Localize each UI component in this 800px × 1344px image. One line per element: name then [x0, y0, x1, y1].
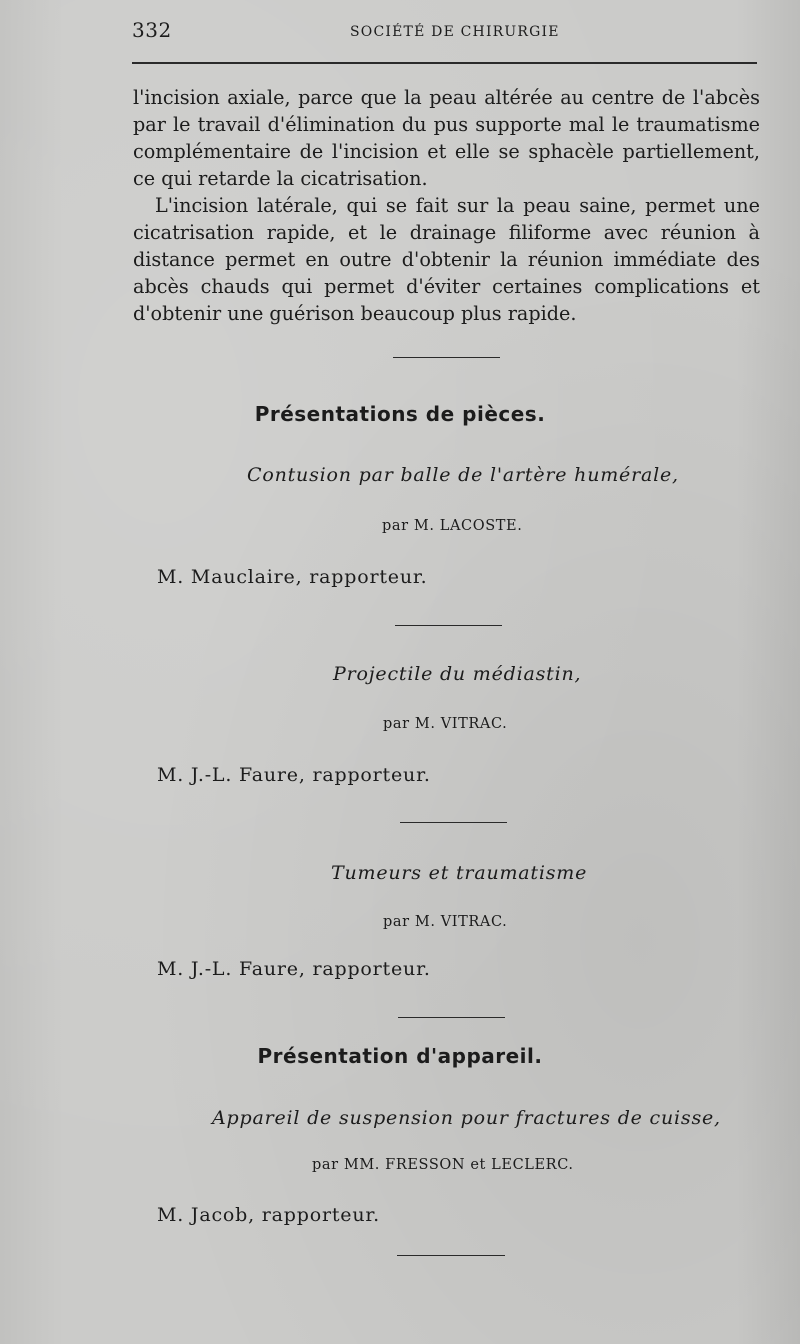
running-head: SOCIÉTÉ DE CHIRURGIE — [350, 24, 560, 40]
entry-rapporteur: M. Mauclaire, rapporteur. — [157, 566, 428, 588]
entry-title: Contusion par balle de l'artère humérale, — [247, 464, 679, 486]
page-number: 332 — [132, 18, 172, 42]
separator-rule — [393, 357, 500, 358]
entry-rapporteur: M. J.-L. Faure, rapporteur. — [157, 764, 431, 786]
separator-rule — [400, 822, 507, 823]
entry-title: Appareil de suspension pour fractures de cuisse, — [212, 1107, 721, 1129]
page-header — [132, 18, 757, 48]
separator-rule — [397, 1255, 505, 1256]
separator-rule — [395, 625, 502, 626]
entry-title: Tumeurs et traumatisme — [331, 862, 588, 884]
header-rule — [132, 62, 757, 64]
entry-rapporteur: M. J.-L. Faure, rapporteur. — [157, 958, 431, 980]
section-title-pieces: Présentations de pièces. — [254, 402, 546, 426]
body-text — [133, 84, 760, 327]
entry-author: par M. LACOSTE. — [382, 518, 523, 534]
section-title-appareil: Présentation d'appareil. — [257, 1044, 543, 1068]
entry-author: par M. VITRAC. — [383, 716, 508, 732]
paragraph: l'incision axiale, parce que la peau altérée au centre de l'abcès par le travail d'élimination du pus supporte mal le traumatisme complémentaire de l'incision et elle se sphacèle partiellement, ce qui retarde la cicatrisation. — [133, 86, 760, 190]
entry-author: par MM. FRESSON et LECLERC. — [312, 1157, 574, 1173]
entry-author: par M. VITRAC. — [383, 914, 508, 930]
separator-rule — [398, 1017, 505, 1018]
paragraph: L'incision latérale, qui se fait sur la peau saine, permet une cicatrisation rapide, et le drainage filiforme avec réunion à distance permet en outre d'obtenir la réunion immédiate des abcès chauds qui permet d'éviter certaines complications et d'obtenir une guérison beaucoup plus rapide. — [133, 194, 760, 325]
entry-rapporteur: M. Jacob, rapporteur. — [157, 1204, 381, 1226]
entry-title: Projectile du médiastin, — [333, 663, 582, 685]
